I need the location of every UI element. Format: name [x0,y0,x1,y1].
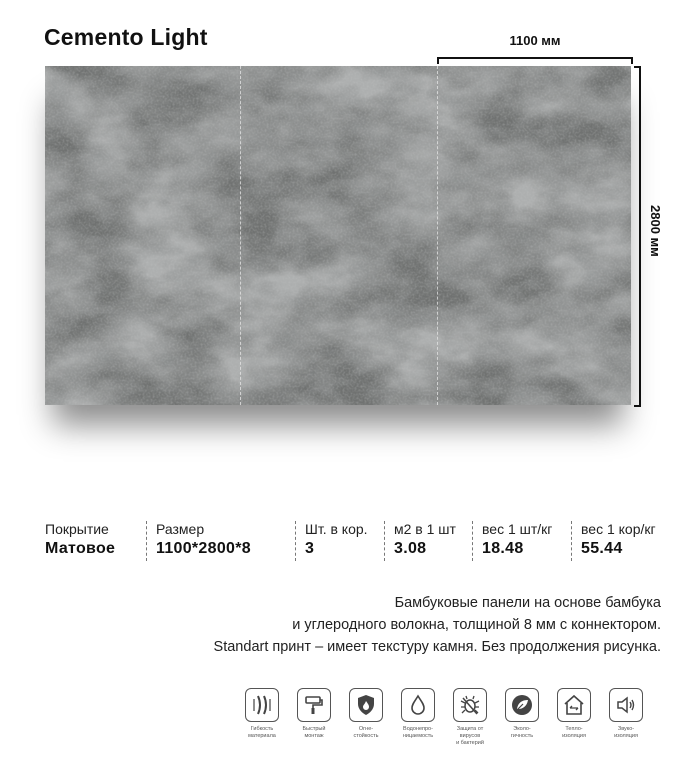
feature-flexibility [237,688,287,740]
eco-leaf-icon [505,688,539,722]
speaker-icon [609,688,643,722]
feature-caption: Гибкость [250,726,274,732]
spec-value: Матовое [45,540,116,557]
feature-caption: Тепло- [565,726,583,732]
spec-m2-per-piece [384,521,456,561]
spec-value: 1100*2800*8 [156,540,251,557]
stone-panel-image [45,66,631,405]
water-drop-icon [401,688,435,722]
feature-caption: Быстрый [302,726,326,732]
width-dimension-label: 1100 мм [509,33,561,48]
spec-value: 55.44 [581,540,623,557]
description-line: Бамбуковые панели на основе бамбука [394,595,661,611]
panel-seam-1 [240,66,241,405]
height-dimension-label: 2800 мм [648,205,663,257]
spec-label: Размер [156,521,205,537]
feature-fast-install [289,688,339,740]
feature-caption: и бактерий [456,740,484,746]
feature-caption: Эколо- [513,726,531,732]
paint-roller-icon [297,688,331,722]
feature-icons [237,688,657,748]
description-line: Standart принт – имеет текстуру камня. Без продолжения рисунка. [213,639,661,655]
spec-size [146,521,251,561]
feature-caption: ницаемость [402,733,434,739]
height-dimension-line [634,66,641,407]
spec-value: 3.08 [394,540,427,557]
spec-weight-piece [472,521,552,561]
feature-caption: стойкость [353,733,379,739]
spec-label: Шт. в кор. [305,521,368,537]
spec-label: вес 1 кор/кг [581,521,656,537]
concrete-texture [45,66,631,405]
feature-sound [601,688,651,740]
feature-thermal [549,688,599,740]
spec-pcs-per-box [295,521,368,561]
spec-value: 18.48 [482,540,524,557]
antibacterial-icon [453,688,487,722]
spec-weight-box [571,521,656,561]
feature-caption: монтаж [304,733,324,739]
spec-label: м2 в 1 шт [394,521,456,537]
feature-caption: Огне- [358,726,374,732]
feature-waterproof [393,688,443,740]
fire-shield-icon [349,688,383,722]
spec-table [45,521,665,561]
feature-caption: изоляция [562,733,586,739]
feature-caption: материала [248,733,276,739]
feature-antibacterial [445,688,495,747]
product-description [214,592,661,658]
panel-seam-2 [437,66,438,405]
feature-caption: Звуко- [617,726,635,732]
feature-caption: изоляция [614,733,638,739]
spec-label: Покрытие [45,521,109,537]
thermal-house-icon [557,688,591,722]
feature-fire-resistance [341,688,391,740]
feature-eco [497,688,547,740]
spec-coating [45,521,115,561]
product-title: Cemento Light [44,24,208,50]
spec-label: вес 1 шт/кг [482,521,553,537]
spec-value: 3 [305,540,315,557]
feature-caption: Защита от [456,726,484,732]
width-dimension-line [437,57,633,64]
feature-caption: вирусов [459,733,481,739]
feature-caption: Водонепро- [403,726,433,732]
description-line: и углеродного волокна, толщиной 8 мм с коннектором. [292,617,661,633]
feature-caption: гичность [510,733,534,739]
flexibility-icon [245,688,279,722]
